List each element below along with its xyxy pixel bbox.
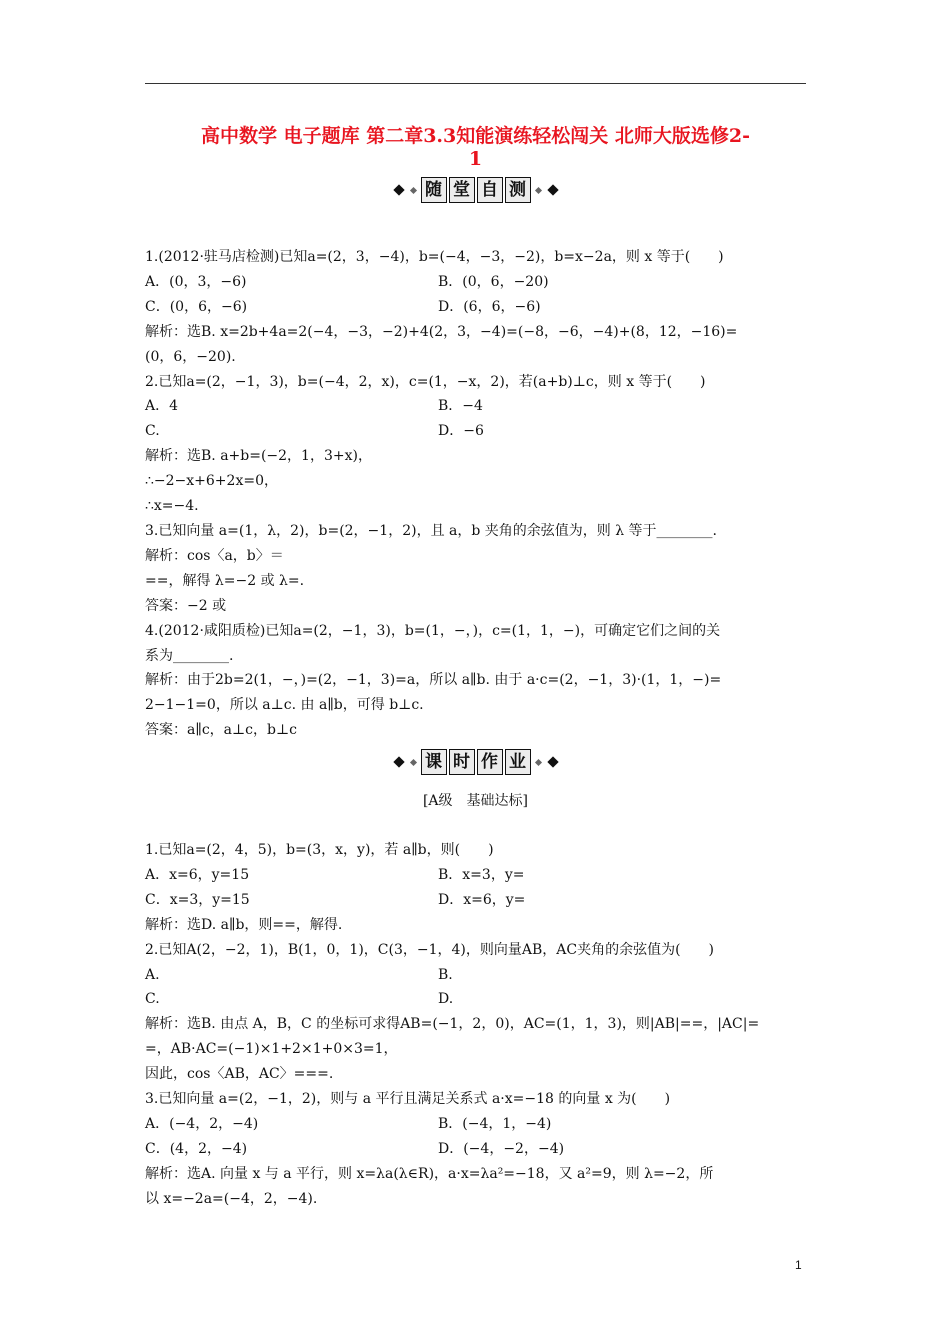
option-b: B．(0，6，−20) [438,273,549,290]
options-row [145,394,806,419]
solution-line: 解析：选D. a∥b，则==，解得. [145,916,343,933]
option-d: D．(6，6，−6) [438,298,541,315]
diamond-icon [409,758,416,765]
solution-line: ∴−2−x+6+2x=0， [145,473,278,490]
question-stem: 系为________. [145,647,234,664]
solution-line: 以 x=−2a=(−4，2，−4). [145,1190,318,1207]
answer-line: 答案：a∥c，a⊥c，b⊥c [145,722,297,739]
option-c: C．(4，2，−4) [145,1140,248,1157]
title-line-2: 1 [468,148,483,170]
solution-line: (0，6，−20). [145,348,236,365]
banner-char: 业 [505,749,531,775]
diamond-icon [547,756,558,767]
option-d: D．−6 [438,423,484,440]
banner-char: 作 [477,749,503,775]
solution-line: 2−1−1=0，所以 a⊥c. 由 a∥b，可得 b⊥c. [145,697,424,714]
option-d: D．x=6，y= [438,891,526,908]
title-line-1: 高中数学 电子题库 第二章3.3知能演练轻松闯关 北师大版选修2- [200,125,750,147]
question-stem: 1.(2012·驻马店检测)已知a=(2，3，−4)，b=(−4，−3，−2)，b=x−2a，则 x 等于( ) [145,249,724,265]
options-row [145,963,806,988]
solution-line: ∴x=−4. [145,498,199,515]
solution-line: 解析：由于2b=2(1，−，)=(2，−1，3)=a，所以 a∥b. 由于 a·c=(2，−1，3)·(1，1，−)= [145,672,722,689]
option-b: B. [438,966,453,983]
solution-line: =，AB·AC=(−1)×1+2×1+0×3=1， [145,1041,398,1058]
options-row [145,1112,806,1137]
option-b: B．x=3，y= [438,866,525,883]
diamond-icon [393,756,404,767]
solution-line: ==，解得 λ=−2 或 λ=. [145,572,305,589]
page-content [145,223,806,1212]
banner-char: 自 [477,177,503,203]
option-a: A．(−4，2，−4) [145,1116,259,1132]
option-c: C．x=3，y=15 [145,891,250,908]
solution-line: 解析：选A. 向量 x 与 a 平行，则 x=λa(λ∈R)，a·x=λa²=−18，又 a²=9，则 λ=−2，所 [145,1165,714,1182]
options-row [145,1137,806,1162]
banner-char: 时 [449,749,475,775]
option-c: C. [145,423,160,440]
solution-line: 因此，cos〈AB，AC〉===. [145,1066,334,1083]
options-row [145,888,806,913]
options-row [145,863,806,888]
banner-char: 随 [421,177,447,203]
option-b: B．(−4，1，−4) [438,1116,552,1132]
header-rule [145,83,806,84]
banner-char: 课 [421,749,447,775]
question-stem: 3.已知向量 a=(2，−1，2)，则与 a 平行且满足关系式 a·x=−18 的向量 x 为( ) [145,1091,671,1108]
options-row [145,270,806,295]
option-d: D．(−4，−2，−4) [438,1140,565,1157]
question-stem: 3.已知向量 a=(1，λ，2)，b=(2，−1，2)，且 a，b 夹角的余弦值为，则 λ 等于________. [145,522,717,539]
option-a: A．(0，3，−6) [145,273,247,290]
question-stem: 4.(2012·咸阳质检)已知a=(2，−1，3)，b=(1，−，)，c=(1，1，−)，可确定它们之间的关 [145,622,721,639]
banner-suitang-zice [145,177,806,203]
option-c: C．(0，6，−6) [145,298,248,315]
option-a: A．x=6，y=15 [145,866,250,883]
diamond-icon [409,186,416,193]
options-row [145,295,806,320]
banner-char: 堂 [449,177,475,203]
solution-line: 解析：cos〈a，b〉＝ [145,547,284,564]
diamond-icon [393,184,404,195]
question-stem: 2.已知a=(2，−1，3)，b=(−4，2，x)，c=(1，−x，2)，若(a+b)⊥c，则 x 等于( ) [145,373,706,390]
diamond-icon [534,758,541,765]
options-row [145,987,806,1012]
diamond-icon [534,186,541,193]
option-d: D. [438,991,454,1008]
option-c: C. [145,991,160,1008]
page-number: 1 [795,1258,802,1272]
question-stem: 2.已知A(2，−2，1)，B(1，0，1)，C(3，−1，4)，则向量AB，AC夹角的余弦值为( ) [145,941,715,958]
banner-keshi-zuoye [145,749,806,775]
option-a: A. [145,966,160,983]
option-b: B．−4 [438,398,483,415]
solution-line: 解析：选B. 由点 A，B，C 的坐标可求得AB=(−1，2，0)，AC=(1，1，3)，则|AB|==，|AC|= [145,1016,760,1033]
banner-char: 测 [505,177,531,203]
options-row [145,419,806,444]
diamond-icon [547,184,558,195]
option-a: A．4 [145,398,179,415]
solution-line: 解析：选B. x=2b+4a=2(−4，−3，−2)+4(2，3，−4)=(−8，−6，−4)+(8，12，−16)= [145,323,738,340]
answer-line: 答案：−2 或 [145,597,227,614]
level-heading: [A级 基础达标] [422,793,529,810]
question-stem: 1.已知a=(2，4，5)，b=(3，x，y)，若 a∥b，则( ) [145,842,494,859]
solution-line: 解析：选B. a+b=(−2，1，3+x)， [145,448,372,465]
page-title [145,125,806,171]
